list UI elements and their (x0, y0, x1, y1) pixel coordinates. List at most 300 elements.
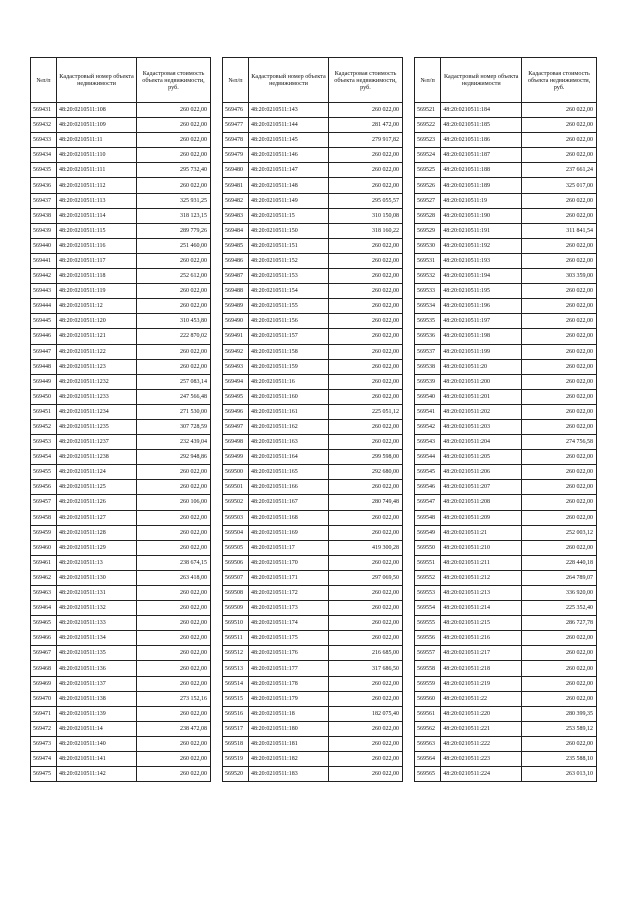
row-number: 569561 (415, 706, 441, 721)
table-row (415, 133, 597, 148)
cadastral-value: 260 022,00 (137, 510, 211, 525)
table-row (415, 238, 597, 253)
cadastral-value: 286 727,78 (522, 616, 597, 631)
table-row (415, 586, 597, 601)
row-number: 569476 (223, 103, 249, 118)
cadastral-number: 48:20:0210511:135 (57, 646, 137, 661)
row-number: 569508 (223, 586, 249, 601)
row-number: 569432 (31, 118, 57, 133)
cadastral-value: 260 022,00 (329, 419, 403, 434)
table-body (223, 103, 403, 782)
cadastral-value: 260 022,00 (137, 284, 211, 299)
row-number: 569479 (223, 148, 249, 163)
cadastral-value: 260 022,00 (522, 208, 597, 223)
cadastral-number: 48:20:0210511:221 (441, 721, 522, 736)
cadastral-number: 48:20:0210511:14 (57, 721, 137, 736)
row-number: 569551 (415, 555, 441, 570)
cadastral-number: 48:20:0210511:111 (57, 163, 137, 178)
cadastral-value: 260 022,00 (329, 329, 403, 344)
cadastral-number: 48:20:0210511:197 (441, 314, 522, 329)
row-number: 569433 (31, 133, 57, 148)
table-row (415, 661, 597, 676)
table-row (31, 752, 211, 767)
row-number: 569472 (31, 721, 57, 736)
table-row (415, 540, 597, 555)
cadastral-value: 260 022,00 (329, 510, 403, 525)
cadastral-number: 48:20:0210511:161 (249, 404, 329, 419)
table-header-row (223, 58, 403, 103)
table-row (223, 359, 403, 374)
cadastral-number: 48:20:0210511:148 (249, 178, 329, 193)
cadastral-number: 48:20:0210511:110 (57, 148, 137, 163)
cadastral-number: 48:20:0210511:12 (57, 299, 137, 314)
table-header-row (31, 58, 211, 103)
row-number: 569449 (31, 374, 57, 389)
table-row (223, 736, 403, 751)
header-num: №п/п (415, 58, 441, 103)
table-row (223, 631, 403, 646)
row-number: 569528 (415, 208, 441, 223)
table-row (223, 118, 403, 133)
cadastral-value: 281 472,00 (329, 118, 403, 133)
cadastral-value: 307 728,59 (137, 419, 211, 434)
row-number: 569541 (415, 404, 441, 419)
table-row (31, 510, 211, 525)
cadastral-value: 260 022,00 (137, 480, 211, 495)
cadastral-number: 48:20:0210511:166 (249, 480, 329, 495)
cadastral-number: 48:20:0210511:20 (441, 359, 522, 374)
row-number: 569475 (31, 767, 57, 782)
cadastral-number: 48:20:0210511:126 (57, 495, 137, 510)
cadastral-number: 48:20:0210511:210 (441, 540, 522, 555)
row-number: 569510 (223, 616, 249, 631)
row-number: 569550 (415, 540, 441, 555)
cadastral-number: 48:20:0210511:189 (441, 178, 522, 193)
cadastral-value: 260 022,00 (137, 646, 211, 661)
cadastral-value: 251 460,00 (137, 238, 211, 253)
table-row (31, 736, 211, 751)
cadastral-value: 260 022,00 (329, 480, 403, 495)
row-number: 569441 (31, 253, 57, 268)
cadastral-value: 260 022,00 (329, 616, 403, 631)
table-row (31, 586, 211, 601)
table-row (223, 238, 403, 253)
table-row (31, 767, 211, 782)
row-number: 569504 (223, 525, 249, 540)
row-number: 569456 (31, 480, 57, 495)
table-row (223, 269, 403, 284)
cadastral-number: 48:20:0210511:155 (249, 299, 329, 314)
table-row (31, 163, 211, 178)
table-row (31, 238, 211, 253)
table-row (415, 480, 597, 495)
cadastral-number: 48:20:0210511:216 (441, 631, 522, 646)
cadastral-value: 263 418,00 (137, 570, 211, 585)
table-row (415, 450, 597, 465)
row-number: 569511 (223, 631, 249, 646)
table-row (223, 601, 403, 616)
table-row (415, 646, 597, 661)
row-number: 569563 (415, 736, 441, 751)
table-row (415, 555, 597, 570)
cadastral-number: 48:20:0210511:138 (57, 691, 137, 706)
table-row (31, 359, 211, 374)
table-row (415, 465, 597, 480)
cadastral-value: 260 022,00 (329, 238, 403, 253)
table-row (223, 525, 403, 540)
cadastral-number: 48:20:0210511:1237 (57, 435, 137, 450)
table-row (31, 525, 211, 540)
row-number: 569529 (415, 223, 441, 238)
cadastral-number: 48:20:0210511:121 (57, 329, 137, 344)
cadastral-value: 225 051,12 (329, 404, 403, 419)
cadastral-number: 48:20:0210511:217 (441, 646, 522, 661)
cadastral-value: 247 566,48 (137, 389, 211, 404)
cadastral-number: 48:20:0210511:207 (441, 480, 522, 495)
row-number: 569434 (31, 148, 57, 163)
table-row (223, 148, 403, 163)
row-number: 569515 (223, 691, 249, 706)
cadastral-number: 48:20:0210511:190 (441, 208, 522, 223)
header-cadastral-number: Кадастровый номер объекта недвижимости (249, 58, 329, 103)
table-row (415, 510, 597, 525)
cadastral-number: 48:20:0210511:120 (57, 314, 137, 329)
cadastral-value: 260 022,00 (137, 616, 211, 631)
cadastral-number: 48:20:0210511:131 (57, 586, 137, 601)
cadastral-number: 48:20:0210511:130 (57, 570, 137, 585)
cadastral-value: 260 022,00 (329, 314, 403, 329)
table-row (415, 329, 597, 344)
cadastral-number: 48:20:0210511:123 (57, 359, 137, 374)
cadastral-number: 48:20:0210511:205 (441, 450, 522, 465)
row-number: 569460 (31, 540, 57, 555)
cadastral-value: 260 022,00 (522, 238, 597, 253)
cadastral-value: 260 022,00 (329, 721, 403, 736)
table-row (223, 465, 403, 480)
row-number: 569485 (223, 238, 249, 253)
header-num: №п/п (223, 58, 249, 103)
row-number: 569538 (415, 359, 441, 374)
row-number: 569564 (415, 752, 441, 767)
cadastral-value: 260 022,00 (137, 676, 211, 691)
table-row (31, 480, 211, 495)
cadastral-value: 260 022,00 (522, 299, 597, 314)
cadastral-number: 48:20:0210511:181 (249, 736, 329, 751)
cadastral-number: 48:20:0210511:218 (441, 661, 522, 676)
cadastral-number: 48:20:0210511:134 (57, 631, 137, 646)
cadastral-number: 48:20:0210511:195 (441, 284, 522, 299)
cadastral-number: 48:20:0210511:178 (249, 676, 329, 691)
row-number: 569454 (31, 450, 57, 465)
table-row (415, 706, 597, 721)
header-cadastral-number: Кадастровый номер объекта недвижимости (57, 58, 137, 103)
row-number: 569453 (31, 435, 57, 450)
table-row (415, 404, 597, 419)
cadastral-number: 48:20:0210511:141 (57, 752, 137, 767)
cadastral-value: 299 598,00 (329, 450, 403, 465)
row-number: 569562 (415, 721, 441, 736)
cadastral-value: 260 022,00 (137, 103, 211, 118)
row-number: 569506 (223, 555, 249, 570)
cadastral-number: 48:20:0210511:172 (249, 586, 329, 601)
cadastral-value: 295 055,57 (329, 193, 403, 208)
cadastral-number: 48:20:0210511:19 (441, 193, 522, 208)
cadastral-number: 48:20:0210511:117 (57, 253, 137, 268)
cadastral-value: 260 022,00 (137, 178, 211, 193)
table-row (223, 586, 403, 601)
cadastral-value: 318 160,22 (329, 223, 403, 238)
table-row (223, 223, 403, 238)
row-number: 569457 (31, 495, 57, 510)
cadastral-number: 48:20:0210511:183 (249, 767, 329, 782)
table-row (223, 163, 403, 178)
cadastral-value: 260 022,00 (329, 253, 403, 268)
table-row (223, 616, 403, 631)
table-row (415, 163, 597, 178)
cadastral-value: 260 022,00 (329, 344, 403, 359)
table-row (31, 208, 211, 223)
row-number: 569445 (31, 314, 57, 329)
cadastral-number: 48:20:0210511:147 (249, 163, 329, 178)
table-row (223, 299, 403, 314)
cadastral-number: 48:20:0210511:213 (441, 586, 522, 601)
cadastral-value: 228 440,18 (522, 555, 597, 570)
table-row (31, 374, 211, 389)
cadastral-value: 260 022,00 (329, 555, 403, 570)
row-number: 569488 (223, 284, 249, 299)
row-number: 569557 (415, 646, 441, 661)
table-row (415, 299, 597, 314)
cadastral-value: 260 022,00 (522, 661, 597, 676)
cadastral-number: 48:20:0210511:184 (441, 103, 522, 118)
table-row (223, 435, 403, 450)
table-row (31, 570, 211, 585)
cadastral-number: 48:20:0210511:128 (57, 525, 137, 540)
cadastral-value: 260 022,00 (522, 480, 597, 495)
table-row (415, 269, 597, 284)
table-row (415, 284, 597, 299)
cadastral-value: 274 756,58 (522, 435, 597, 450)
row-number: 569530 (415, 238, 441, 253)
table-row (223, 404, 403, 419)
cadastral-number: 48:20:0210511:169 (249, 525, 329, 540)
cadastral-number: 48:20:0210511:1238 (57, 450, 137, 465)
cadastral-number: 48:20:0210511:204 (441, 435, 522, 450)
row-number: 569495 (223, 389, 249, 404)
cadastral-value: 260 022,00 (522, 329, 597, 344)
table-row (223, 178, 403, 193)
row-number: 569502 (223, 495, 249, 510)
cadastral-number: 48:20:0210511:212 (441, 570, 522, 585)
row-number: 569520 (223, 767, 249, 782)
table-row (223, 344, 403, 359)
cadastral-value: 279 917,82 (329, 133, 403, 148)
cadastral-number: 48:20:0210511:146 (249, 148, 329, 163)
cadastral-value: 260 022,00 (137, 601, 211, 616)
cadastral-number: 48:20:0210511:164 (249, 450, 329, 465)
row-number: 569431 (31, 103, 57, 118)
cadastral-number: 48:20:0210511:143 (249, 103, 329, 118)
cadastral-number: 48:20:0210511:202 (441, 404, 522, 419)
cadastral-value: 257 083,14 (137, 374, 211, 389)
table-row (31, 555, 211, 570)
cadastral-value: 273 152,16 (137, 691, 211, 706)
table-row (223, 329, 403, 344)
cadastral-value: 222 870,02 (137, 329, 211, 344)
row-number: 569496 (223, 404, 249, 419)
cadastral-value: 271 530,00 (137, 404, 211, 419)
cadastral-value: 260 022,00 (329, 676, 403, 691)
cadastral-number: 48:20:0210511:199 (441, 344, 522, 359)
cadastral-value: 317 686,50 (329, 661, 403, 676)
table-row (415, 631, 597, 646)
cadastral-value: 260 022,00 (329, 389, 403, 404)
cadastral-value: 260 022,00 (137, 586, 211, 601)
row-number: 569536 (415, 329, 441, 344)
cadastral-value: 260 022,00 (329, 148, 403, 163)
cadastral-value: 260 022,00 (522, 450, 597, 465)
row-number: 569517 (223, 721, 249, 736)
cadastral-number: 48:20:0210511:21 (441, 525, 522, 540)
cadastral-number: 48:20:0210511:140 (57, 736, 137, 751)
table-row (223, 570, 403, 585)
cadastral-number: 48:20:0210511:136 (57, 661, 137, 676)
cadastral-number: 48:20:0210511:186 (441, 133, 522, 148)
cadastral-number: 48:20:0210511:224 (441, 767, 522, 782)
cadastral-number: 48:20:0210511:116 (57, 238, 137, 253)
cadastral-number: 48:20:0210511:196 (441, 299, 522, 314)
row-number: 569522 (415, 118, 441, 133)
row-number: 569483 (223, 208, 249, 223)
cadastral-number: 48:20:0210511:223 (441, 752, 522, 767)
cadastral-value: 292 680,00 (329, 465, 403, 480)
table-row (415, 752, 597, 767)
row-number: 569558 (415, 661, 441, 676)
cadastral-value: 260 022,00 (329, 601, 403, 616)
row-number: 569513 (223, 661, 249, 676)
cadastral-number: 48:20:0210511:208 (441, 495, 522, 510)
cadastral-value: 260 022,00 (137, 661, 211, 676)
cadastral-value: 260 022,00 (137, 344, 211, 359)
cadastral-number: 48:20:0210511:165 (249, 465, 329, 480)
row-number: 569525 (415, 163, 441, 178)
table-row (31, 691, 211, 706)
table-header-row (415, 58, 597, 103)
row-number: 569480 (223, 163, 249, 178)
cadastral-value: 303 359,00 (522, 269, 597, 284)
cadastral-value: 260 022,00 (137, 359, 211, 374)
header-num: №п/п (31, 58, 57, 103)
table-row (415, 721, 597, 736)
row-number: 569464 (31, 601, 57, 616)
cadastral-number: 48:20:0210511:16 (249, 374, 329, 389)
cadastral-value: 225 352,40 (522, 601, 597, 616)
table-row (415, 118, 597, 133)
table-row (223, 540, 403, 555)
row-number: 569531 (415, 253, 441, 268)
cadastral-value: 260 022,00 (329, 178, 403, 193)
cadastral-number: 48:20:0210511:151 (249, 238, 329, 253)
cadastral-number: 48:20:0210511:219 (441, 676, 522, 691)
table-row (31, 419, 211, 434)
table-row (223, 389, 403, 404)
cadastral-number: 48:20:0210511:214 (441, 601, 522, 616)
cadastral-value: 260 022,00 (522, 314, 597, 329)
cadastral-value: 260 022,00 (137, 525, 211, 540)
table-row (31, 389, 211, 404)
row-number: 569540 (415, 389, 441, 404)
table-row (223, 767, 403, 782)
row-number: 569512 (223, 646, 249, 661)
cadastral-number: 48:20:0210511:159 (249, 359, 329, 374)
table-row (415, 570, 597, 585)
table-row (223, 103, 403, 118)
cadastral-value: 238 472,08 (137, 721, 211, 736)
cadastral-value: 260 022,00 (137, 299, 211, 314)
row-number: 569471 (31, 706, 57, 721)
row-number: 569466 (31, 631, 57, 646)
table-row (31, 616, 211, 631)
table-row (31, 706, 211, 721)
cadastral-number: 48:20:0210511:112 (57, 178, 137, 193)
row-number: 569491 (223, 329, 249, 344)
cadastral-value: 325 931,25 (137, 193, 211, 208)
cadastral-number: 48:20:0210511:162 (249, 419, 329, 434)
table-row (415, 314, 597, 329)
header-cadastral-number: Кадастровый номер объекта недвижимости (441, 58, 522, 103)
cadastral-number: 48:20:0210511:211 (441, 555, 522, 570)
cadastral-value: 263 013,10 (522, 767, 597, 782)
cadastral-value: 260 022,00 (522, 495, 597, 510)
row-number: 569507 (223, 570, 249, 585)
row-number: 569548 (415, 510, 441, 525)
cadastral-value: 292 948,86 (137, 450, 211, 465)
cadastral-number: 48:20:0210511:114 (57, 208, 137, 223)
row-number: 569505 (223, 540, 249, 555)
table-row (31, 253, 211, 268)
row-number: 569473 (31, 736, 57, 751)
row-number: 569498 (223, 435, 249, 450)
cadastral-number: 48:20:0210511:152 (249, 253, 329, 268)
table-row (223, 510, 403, 525)
row-number: 569494 (223, 374, 249, 389)
row-number: 569437 (31, 193, 57, 208)
cadastral-number: 48:20:0210511:176 (249, 646, 329, 661)
cadastral-number: 48:20:0210511:160 (249, 389, 329, 404)
row-number: 569546 (415, 480, 441, 495)
cadastral-number: 48:20:0210511:174 (249, 616, 329, 631)
cadastral-value: 325 017,00 (522, 178, 597, 193)
table-row (223, 284, 403, 299)
table-row (223, 480, 403, 495)
row-number: 569440 (31, 238, 57, 253)
row-number: 569523 (415, 133, 441, 148)
cadastral-value: 310 150,08 (329, 208, 403, 223)
header-cadastral-value: Кадастровая стоимость объекта недвижимости, руб. (137, 58, 211, 103)
row-number: 569565 (415, 767, 441, 782)
cadastral-number: 48:20:0210511:187 (441, 148, 522, 163)
table-row (31, 193, 211, 208)
cadastral-number: 48:20:0210511:179 (249, 691, 329, 706)
cadastral-number: 48:20:0210511:1235 (57, 419, 137, 434)
table-row (415, 435, 597, 450)
table-row (415, 148, 597, 163)
row-number: 569503 (223, 510, 249, 525)
cadastral-value: 260 022,00 (329, 752, 403, 767)
cadastral-number: 48:20:0210511:182 (249, 752, 329, 767)
cadastral-value: 318 123,15 (137, 208, 211, 223)
table-row (31, 284, 211, 299)
